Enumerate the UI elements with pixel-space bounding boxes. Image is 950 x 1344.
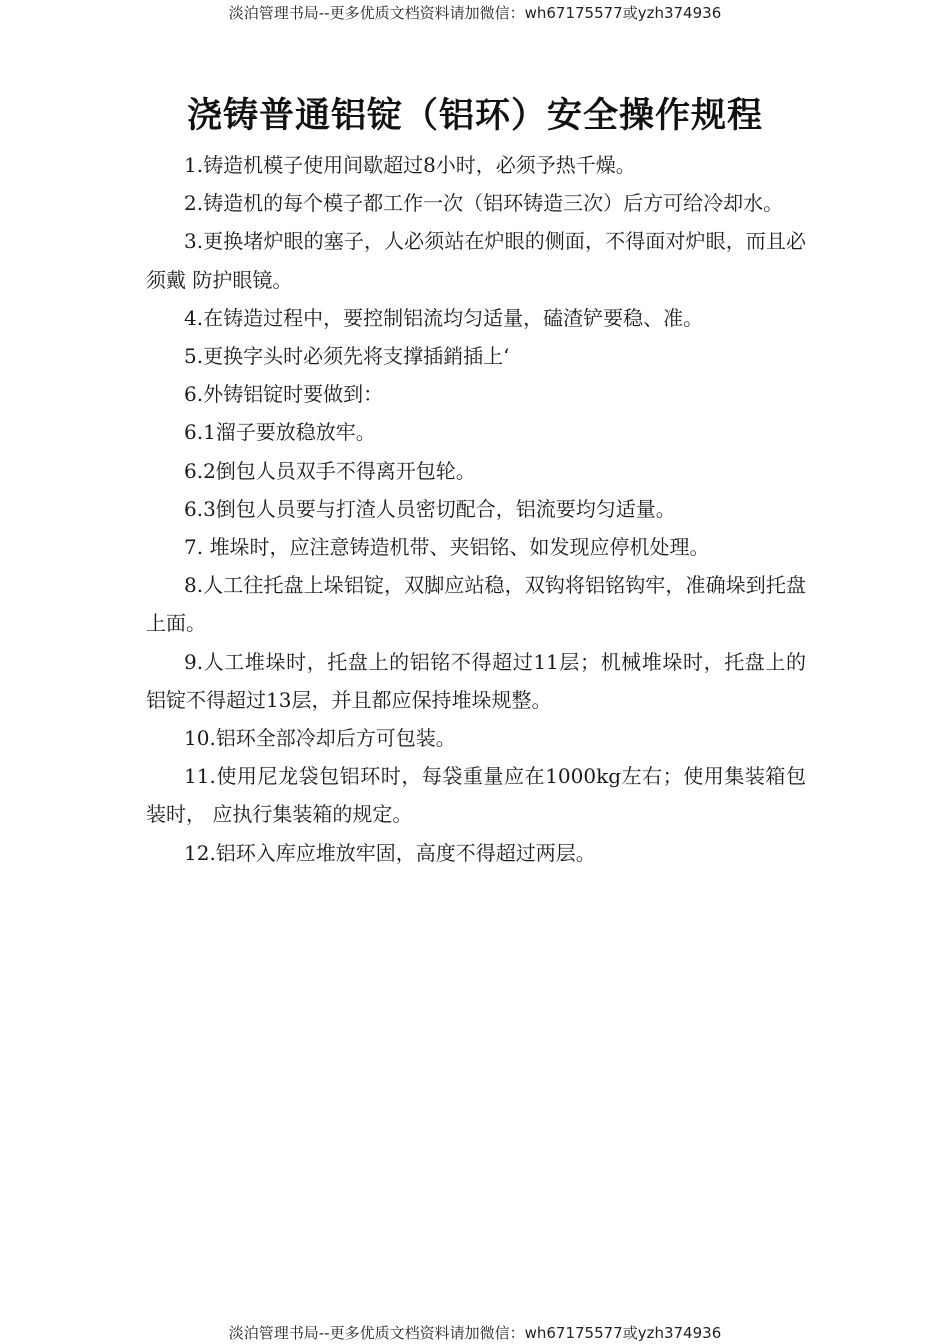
paragraph-8: 8.人工往托盘上垛铝锭，双脚应站稳，双钩将铝铭钩牢，准确垛到托盘上面。 bbox=[146, 573, 806, 636]
paragraph-7: 7. 堆垛时，应注意铸造机带、夹铝铭、如发现应停机处理。 bbox=[184, 535, 710, 560]
document-title: 浇铸普通铝锭（铝环）安全操作规程 bbox=[186, 96, 763, 136]
document-body bbox=[146, 146, 806, 872]
paragraph-9: 9.人工堆垛时，托盘上的铝铭不得超过11层；机械堆垛时，托盘上的铝锭不得超过13层，并且都应保持堆垛规整。 bbox=[146, 649, 806, 712]
page-header-watermark: 淡泊管理书局--更多优质文档资料请加微信：wh67175577或yzh374936 bbox=[228, 4, 722, 22]
paragraph-5: 5.更换字头时必须先将支撑插銷插上‘ bbox=[184, 344, 510, 369]
paragraph-11: 11.使用尼龙袋包铝环时，每袋重量应在1000kg左右；使用集装箱包装时， 应执行集装箱的规定。 bbox=[146, 764, 806, 827]
paragraph-2: 2.铸造机的每个模子都工作一次（铝环铸造三次）后方可给冷却水。 bbox=[184, 191, 784, 216]
paragraph-3: 3.更换堵炉眼的塞子，人必须站在炉眼的侧面，不得面对炉眼，而且必须戴 防护眼镜。 bbox=[146, 229, 806, 292]
paragraph-10: 10.铝环全部冷却后方可包装。 bbox=[184, 726, 456, 751]
paragraph-6-2: 6.2倒包人员双手不得离开包轮。 bbox=[184, 458, 476, 483]
paragraph-6-1: 6.1溜子要放稳放牢。 bbox=[184, 420, 376, 445]
paragraph-6: 6.外铸铝锭时要做到： bbox=[184, 382, 384, 407]
paragraph-1: 1.铸造机模子使用间歇超过8小时，必须予热千燥。 bbox=[184, 153, 636, 177]
paragraph-6-3: 6.3倒包人员要与打渣人员密切配合，铝流要均匀适量。 bbox=[184, 496, 676, 521]
paragraph-4: 4.在铸造过程中，要控制铝流均匀适量，磕渣铲要稳、准。 bbox=[184, 305, 704, 330]
paragraph-12: 12.铝环入库应堆放牢固，高度不得超过两层。 bbox=[184, 840, 596, 865]
page-footer-watermark: 淡泊管理书局--更多优质文档资料请加微信：wh67175577或yzh374936 bbox=[228, 1324, 722, 1342]
